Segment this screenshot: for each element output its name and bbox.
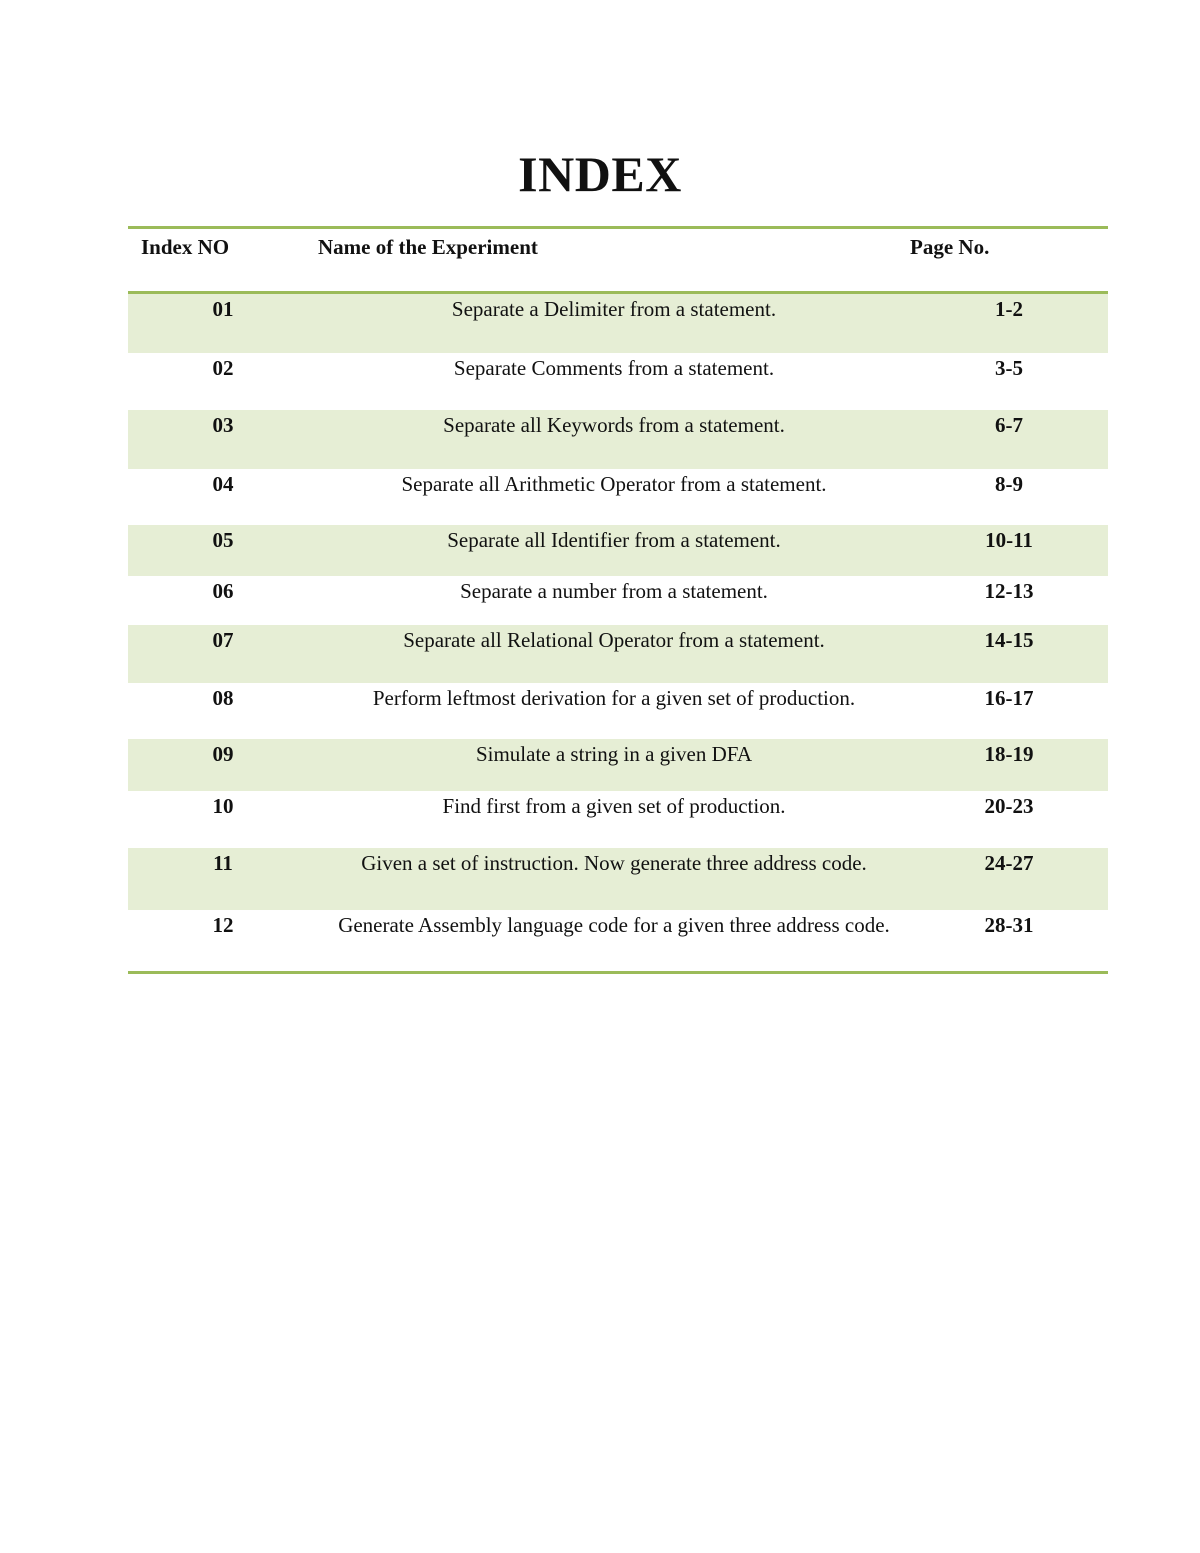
row-page-no: 24-27 xyxy=(910,848,1108,910)
row-index-no: 07 xyxy=(128,625,318,683)
row-index-no: 10 xyxy=(212,793,234,818)
row-page-no: 14-15 xyxy=(910,625,1108,683)
row-page-no: 28-31 xyxy=(984,912,1034,937)
row-page-no: 12-13 xyxy=(984,578,1034,603)
table-row xyxy=(128,293,1108,353)
row-page-no: 18-19 xyxy=(910,739,1108,791)
table-row xyxy=(128,791,1108,848)
row-page-no: 1-2 xyxy=(910,293,1108,353)
table-row xyxy=(128,469,1108,525)
row-experiment-name: Separate all Identifier from a statement. xyxy=(318,525,910,576)
row-experiment-name: Given a set of instruction. Now generate three address code. xyxy=(318,848,910,910)
header-page-no: Page No. xyxy=(910,228,1108,293)
table-header-row xyxy=(128,228,1108,293)
row-index-no: 02 xyxy=(212,355,234,380)
row-page-no: 16-17 xyxy=(984,685,1034,710)
table-row xyxy=(128,576,1108,625)
page-title: INDEX xyxy=(518,146,682,202)
row-experiment-name: Generate Assembly language code for a given three address code. xyxy=(338,912,890,937)
table-row xyxy=(128,353,1108,410)
row-experiment-name: Separate a number from a statement. xyxy=(460,578,768,603)
row-index-no: 03 xyxy=(128,410,318,469)
row-index-no: 05 xyxy=(128,525,318,576)
header-experiment-name: Name of the Experiment xyxy=(318,228,910,293)
row-index-no: 08 xyxy=(212,685,234,710)
row-page-no: 3-5 xyxy=(995,355,1023,380)
table-row xyxy=(128,683,1108,739)
row-index-no: 01 xyxy=(128,293,318,353)
row-experiment-name: Separate all Keywords from a statement. xyxy=(318,410,910,469)
table-row xyxy=(128,410,1108,469)
row-experiment-name: Perform leftmost derivation for a given set of production. xyxy=(372,685,856,710)
row-index-no: 06 xyxy=(212,578,234,603)
row-experiment-name: Find first from a given set of production. xyxy=(442,793,786,818)
row-page-no: 6-7 xyxy=(910,410,1108,469)
row-index-no: 11 xyxy=(128,848,318,910)
row-page-no: 8-9 xyxy=(995,471,1023,496)
row-index-no: 04 xyxy=(212,471,234,496)
row-experiment-name: Separate a Delimiter from a statement. xyxy=(318,293,910,353)
row-index-no: 09 xyxy=(128,739,318,791)
table-row xyxy=(128,625,1108,683)
row-experiment-name: Separate Comments from a statement. xyxy=(453,355,775,380)
row-index-no: 12 xyxy=(212,912,234,937)
row-experiment-name: Separate all Relational Operator from a statement. xyxy=(318,625,910,683)
row-experiment-name: Separate all Arithmetic Operator from a statement. xyxy=(401,471,827,496)
table-row xyxy=(128,525,1108,576)
row-page-no: 20-23 xyxy=(984,793,1034,818)
table-row xyxy=(128,910,1108,973)
index-table xyxy=(128,226,1108,974)
table-row xyxy=(128,848,1108,910)
header-index-no: Index NO xyxy=(128,228,318,293)
table-row xyxy=(128,739,1108,791)
row-page-no: 10-11 xyxy=(910,525,1108,576)
row-experiment-name: Simulate a string in a given DFA xyxy=(318,739,910,791)
